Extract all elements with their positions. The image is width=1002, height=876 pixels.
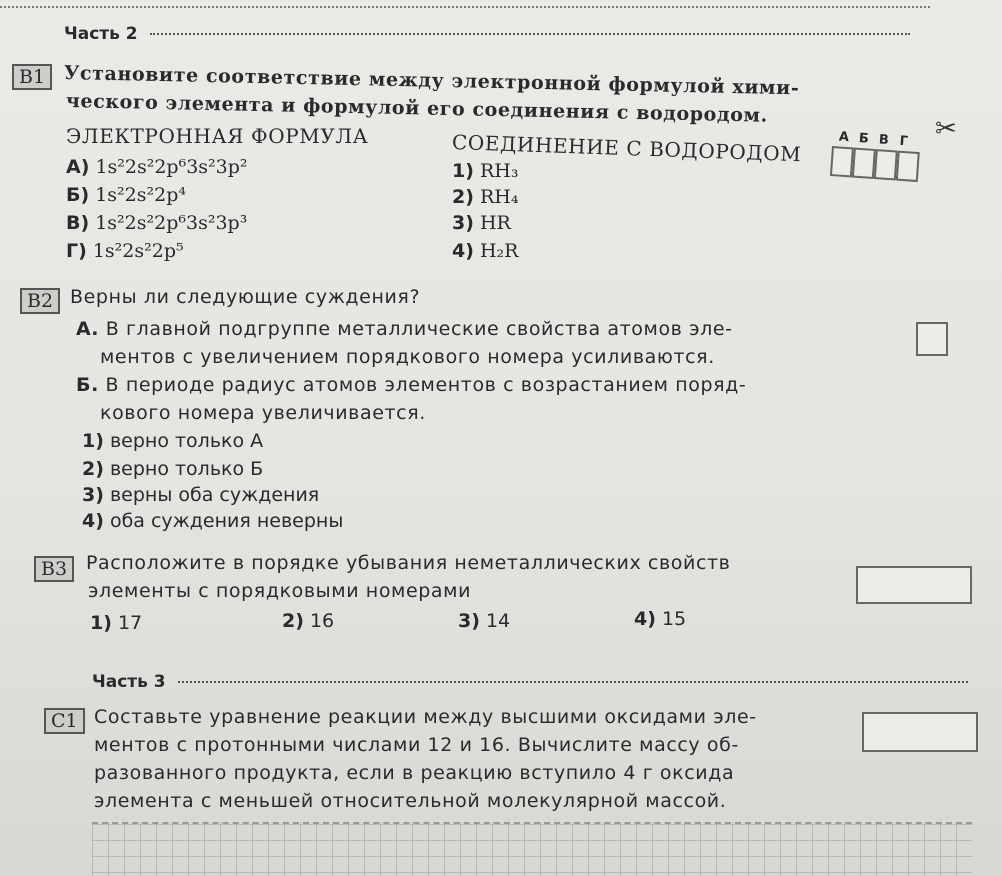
b1-formula-b-label: Б) bbox=[66, 184, 90, 206]
b3-answer-box[interactable] bbox=[856, 566, 972, 604]
b1-answer-cell-b[interactable] bbox=[852, 148, 876, 179]
top-dotted-rule bbox=[0, 6, 930, 8]
c1-line1: Составьте уравнение реакции между высшими оксидами эле- bbox=[94, 706, 757, 728]
part3-title: Часть 3 bbox=[92, 672, 166, 692]
b2-statement-a-text1: В главной подгруппе металлические свойства атомов эле- bbox=[105, 318, 733, 340]
b3-number-box: B3 bbox=[34, 556, 74, 582]
b3-option-4-text: 15 bbox=[661, 608, 687, 630]
b1-question-line1: Установите соответствие между электронной формулой хими- bbox=[63, 62, 800, 100]
b2-statement-b-line2: кового номера увеличивается. bbox=[100, 402, 426, 424]
b1-compound-1 bbox=[452, 160, 518, 182]
b2-statement-b-label: Б. bbox=[76, 374, 99, 396]
b1-answer-letter-a: А bbox=[838, 129, 850, 146]
b1-compound-3-label: 3) bbox=[452, 212, 474, 234]
b1-compound-2-label: 2) bbox=[452, 186, 474, 208]
b2-answer-box[interactable] bbox=[916, 322, 948, 356]
b2-option-1-text: верно только А bbox=[109, 430, 264, 452]
b2-statement-a-line1 bbox=[76, 318, 733, 340]
b1-formula-d bbox=[66, 240, 184, 262]
b1-formula-c bbox=[66, 212, 247, 234]
b3-option-4 bbox=[634, 608, 686, 630]
b1-compound-2-text: RH₄ bbox=[479, 186, 519, 208]
b2-statement-a-line2: ментов с увеличением порядкового номера усиливаются. bbox=[100, 346, 715, 368]
b3-option-1-num: 1) bbox=[90, 612, 112, 634]
c1-line3: разованного продукта, если в реакцию вступило 4 г оксида bbox=[94, 762, 735, 784]
b1-compound-3 bbox=[452, 212, 511, 234]
part3-heading bbox=[92, 672, 968, 692]
b3-option-2 bbox=[282, 610, 334, 632]
b1-formula-c-text: 1s²2s²2p⁶3s²3p³ bbox=[95, 212, 248, 234]
b2-option-4 bbox=[82, 510, 343, 532]
b1-formula-c-label: В) bbox=[66, 212, 90, 234]
b2-number-box: B2 bbox=[20, 288, 60, 314]
b1-formula-a-text: 1s²2s²2p⁶3s²3p² bbox=[95, 156, 248, 178]
part2-heading bbox=[64, 24, 910, 44]
b3-question-line1: Расположите в порядке убывания неметаллических свойств bbox=[86, 552, 731, 574]
b3-option-1 bbox=[90, 612, 142, 634]
b1-answer-cell-d[interactable] bbox=[896, 151, 920, 182]
b2-option-1-num: 1) bbox=[82, 430, 104, 452]
b3-option-3-text: 14 bbox=[485, 610, 511, 632]
b3-option-1-text: 17 bbox=[117, 612, 143, 634]
b1-answer-cell-a[interactable] bbox=[830, 146, 854, 177]
b3-option-3 bbox=[458, 610, 510, 632]
b1-answer-letter-c: В bbox=[878, 132, 890, 149]
b2-statement-a-label: А. bbox=[76, 318, 100, 340]
b2-option-2-text: верно только Б bbox=[109, 458, 264, 480]
b1-compound-1-text: RH₃ bbox=[479, 160, 519, 182]
c1-line2: ментов с протонными числами 12 и 16. Вычислите массу об- bbox=[94, 734, 739, 756]
c1-number-box: C1 bbox=[44, 708, 85, 734]
b2-option-3-num: 3) bbox=[82, 484, 104, 506]
b2-option-2 bbox=[82, 458, 263, 480]
b3-option-4-num: 4) bbox=[634, 608, 656, 630]
b1-answer-letter-b: Б bbox=[858, 130, 870, 147]
b2-statement-b-line1 bbox=[76, 374, 746, 396]
b1-compound-1-label: 1) bbox=[452, 160, 474, 182]
b2-question: Верны ли следующие суждения? bbox=[70, 286, 421, 308]
b1-number-box: B1 bbox=[12, 64, 52, 90]
b1-right-header: СОЕДИНЕНИЕ С ВОДОРОДОМ bbox=[451, 130, 802, 167]
b1-compound-4 bbox=[452, 240, 518, 262]
b2-option-2-num: 2) bbox=[82, 458, 104, 480]
b1-formula-d-text: 1s²2s²2p⁵ bbox=[92, 240, 184, 262]
b2-option-4-text: оба суждения неверны bbox=[109, 510, 344, 532]
b2-option-3-text: верны оба суждения bbox=[109, 484, 320, 506]
b1-question-line2: ческого элемента и формулой его соединения с водородом. bbox=[65, 90, 769, 127]
b2-option-4-num: 4) bbox=[82, 510, 104, 532]
b1-compound-4-label: 4) bbox=[452, 240, 474, 262]
b1-formula-b-text: 1s²2s²2p⁴ bbox=[95, 184, 186, 206]
b1-formula-a bbox=[66, 156, 248, 178]
b1-left-header: ЭЛЕКТРОННАЯ ФОРМУЛА bbox=[66, 124, 369, 148]
part3-dotted-line bbox=[178, 681, 968, 683]
b3-question-line2: элементы с порядковыми номерами bbox=[88, 580, 472, 602]
part2-dotted-line bbox=[150, 33, 910, 35]
c1-line4: элемента с меньшей относительной молекулярной массой. bbox=[94, 790, 727, 812]
b1-compound-3-text: HR bbox=[479, 212, 511, 234]
b3-option-2-num: 2) bbox=[282, 610, 304, 632]
answer-grid-area[interactable] bbox=[92, 822, 972, 876]
b3-option-3-num: 3) bbox=[458, 610, 480, 632]
b1-formula-b bbox=[66, 184, 186, 206]
b2-option-1 bbox=[82, 430, 263, 452]
part2-title: Часть 2 bbox=[64, 24, 138, 44]
b2-option-3 bbox=[82, 484, 319, 506]
b1-answer-cell-c[interactable] bbox=[874, 149, 898, 180]
b1-answer-letter-d: Г bbox=[899, 133, 909, 150]
b1-compound-2 bbox=[452, 186, 518, 208]
b1-formula-d-label: Г) bbox=[66, 240, 87, 262]
b2-statement-b-text1: В периоде радиус атомов элементов с возрастанием поряд- bbox=[105, 374, 747, 396]
b1-compound-4-text: H₂R bbox=[479, 240, 519, 262]
b3-option-2-text: 16 bbox=[309, 610, 335, 632]
scissors-icon: ✂ bbox=[935, 114, 957, 144]
c1-answer-box[interactable] bbox=[862, 712, 978, 752]
b1-formula-a-label: А) bbox=[66, 156, 90, 178]
